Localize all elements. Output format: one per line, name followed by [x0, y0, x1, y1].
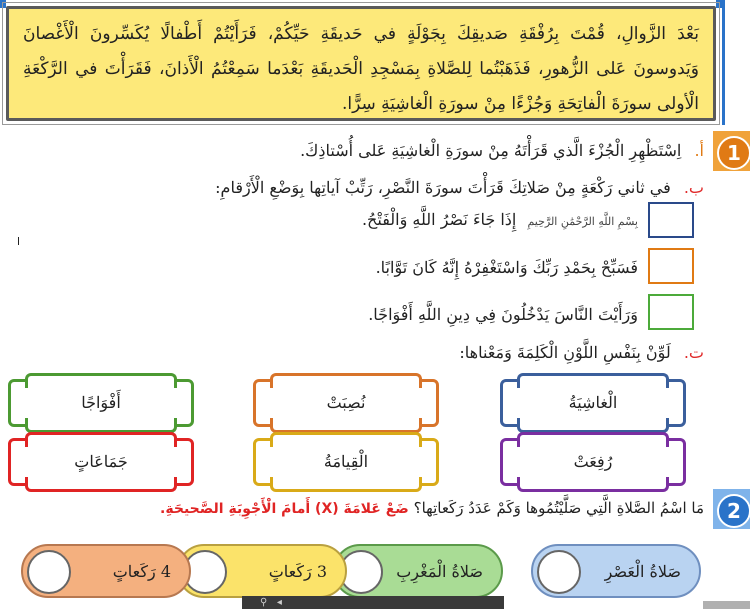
toolbar-icons[interactable]: ◂ ⚲ — [260, 597, 282, 608]
word-card-label: رُفِعَتْ — [573, 452, 613, 471]
verse-3-text: وَرَأَيْتَ النَّاسَ يَدْخُلُونَ فِي دِينِ اللَّهِ أَفْوَاجًا. — [368, 305, 638, 324]
q1-a-letter: أ. — [694, 141, 704, 160]
option-4-rakaat[interactable] — [21, 544, 191, 598]
q2-line — [160, 499, 704, 517]
option-label: صَلاةُ الْمَغْرِبِ — [396, 562, 483, 581]
option-3-rakaat[interactable] — [177, 544, 347, 598]
verse-2-order-box[interactable] — [648, 248, 694, 284]
option-asr[interactable] — [531, 544, 701, 598]
word-card-label: الْغاشِيَةُ — [568, 393, 618, 412]
option-checkbox[interactable] — [537, 550, 581, 594]
question-1-tab — [713, 131, 750, 171]
q1-a-text: اِسْتَظْهِرِ الْجُزْءَ الَّذي قَرَأْتَهُ مِنْ سورَةِ الْغاشِيَةِ عَلى أُسْتاذِكَ. — [300, 141, 682, 160]
question-1-badge: 1 — [717, 136, 750, 170]
q2-question: مَا اسْمُ الصَّلاةِ الَّتِي صَلَّيْتُمُوها وَكَمْ عَدَدُ رَكَعاتِها؟ — [413, 499, 704, 517]
q1-b-line — [215, 178, 704, 197]
word-card-label: الْقِيامَةُ — [323, 452, 369, 471]
verse-1-text: إِذَا جَاءَ نَصْرُ اللَّهِ وَالْفَتْحُ. — [361, 210, 517, 229]
q2-instruction: ضَعْ عَلامَةَ (X) أَمامَ الْأَجْوِبَةِ الصَّحيحَةِ. — [160, 501, 409, 517]
option-maghrib[interactable] — [333, 544, 503, 598]
q1-c-letter: ت. — [683, 343, 704, 362]
word-card-label: جَمَاعَاتٍ — [74, 452, 128, 471]
option-label: 4 رَكَعاتٍ — [112, 562, 171, 581]
word-card-label: أَفْوَاجًا — [81, 393, 121, 412]
word-card-afwaja[interactable] — [8, 379, 194, 427]
word-card-rufiat[interactable] — [500, 438, 686, 486]
word-card-alghashiya[interactable] — [500, 379, 686, 427]
verse-1 — [362, 210, 638, 229]
text-cursor — [18, 237, 19, 245]
verse-1-order-box[interactable] — [648, 202, 694, 238]
word-card-label: نُصِبَتْ — [326, 393, 366, 412]
option-label: صَلاةُ الْعَصْرِ — [604, 562, 681, 581]
word-card-jamaat[interactable] — [8, 438, 194, 486]
viewer-toolbar[interactable] — [242, 596, 504, 609]
option-label: 3 رَكَعاتٍ — [268, 562, 327, 581]
word-card-nusibat[interactable] — [253, 379, 439, 427]
word-card-alqiyama[interactable] — [253, 438, 439, 486]
q1-b-letter: ب. — [683, 178, 704, 197]
corner-handle — [703, 601, 750, 609]
verse-2-text: فَسَبِّحْ بِحَمْدِ رَبِّكَ وَاسْتَغْفِرْهُ إِنَّهُ كَانَ تَوَّابًا. — [375, 258, 638, 277]
option-checkbox[interactable] — [27, 550, 71, 594]
q1-c-text: لَوِّنْ بِنَفْسِ اللَّوْنِ الْكَلِمَةَ وَمَعْناها: — [459, 343, 671, 362]
q1-a-line — [300, 141, 704, 160]
right-accent-stripe — [722, 0, 725, 125]
q1-c-line — [459, 343, 704, 362]
q1-b-text: في ثاني رَكْعَةٍ مِنْ صَلاتِكَ قَرَأْتَ سورَةَ النَّصْرِ، رَتِّبْ آياتِها بِوَضْعِ الْأَرْقامِ: — [215, 178, 671, 197]
verse-3-order-box[interactable] — [648, 294, 694, 330]
question-2-tab — [713, 489, 750, 529]
passage-text: بَعْدَ الزَّوالِ، قُمْتَ بِرُفْقَةِ صَديقِكَ بِجَوْلَةٍ في حَديقَةِ حَيِّكُمْ، فَرَأَيْتُمْ أَطْفالًا يُكَسِّرونَ الْأَغْصانَ وَيَدوسونَ عَلى الزُّهورِ، فَذَهَبْتُما لِلصَّلاةِ بِمَسْجِدِ الْحَديقَةِ بَعْدَما سَمِعْتُمُ الْأَذانَ، فَقَرَأْتَ في الرَّكْعَةِ الْأولى سورَةَ الْفاتِحَةِ وَجُزْءًا مِنْ سورَةِ الْغاشِيَةِ سِرًّا. — [6, 6, 716, 121]
basmala: بِسْمِ اللَّهِ الرَّحْمَٰنِ الرَّحِيمِ — [527, 215, 638, 228]
question-2-badge: 2 — [717, 494, 750, 528]
